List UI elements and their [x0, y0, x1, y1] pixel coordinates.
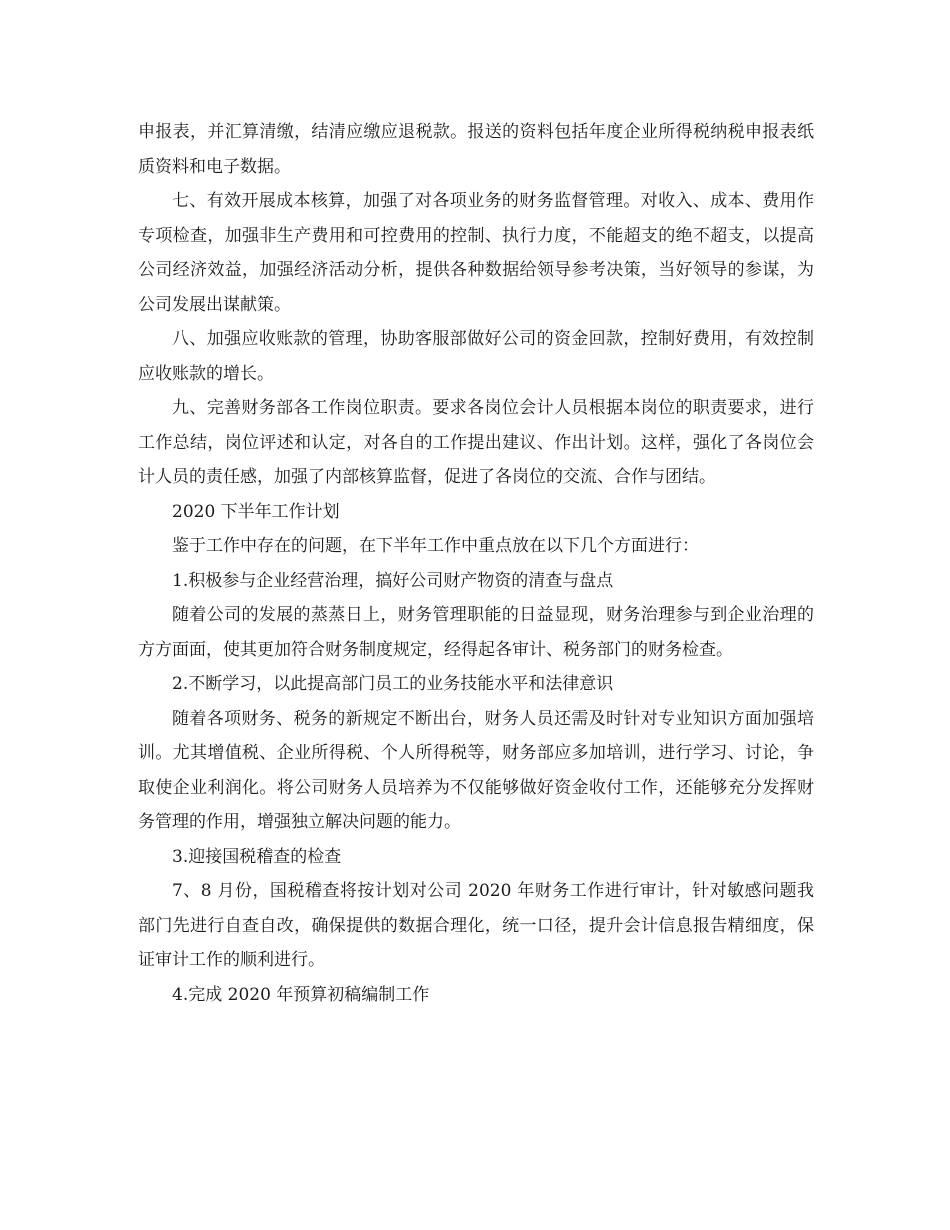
paragraph-cost-accounting: 七、有效开展成本核算，加强了对各项业务的财务监督管理。对收入、成本、费用作专项检查，加强非生产费用和可控费用的控制、执行力度，不能超支的绝不超支，以提高公司经济效益，加强经济活动分析，提供各种数据给领导参考决策，当好领导的参谋，为公司发展出谋献策。	[138, 191, 814, 315]
plan-item-1-body: 随着公司的发展的蒸蒸日上，财务管理职能的日益显现，财务治理参与到企业治理的方方面面，使其更加符合财务制度规定，经得起各审计、税务部门的财务检查。	[138, 605, 814, 660]
plan-item-3-body: 7、8 月份，国税稽查将按计划对公司 2020 年财务工作进行审计，针对敏感问题我部门先进行自查自改，确保提供的数据合理化，统一口径，提升会计信息报告精细度，保证审计工作的顺利进行。	[138, 881, 814, 970]
paragraph-receivables: 八、加强应收账款的管理，协助客服部做好公司的资金回款，控制好费用，有效控制应收账款的增长。	[138, 329, 814, 384]
paragraph-job-duties: 九、完善财务部各工作岗位职责。要求各岗位会计人员根据本岗位的职责要求，进行工作总结，岗位评述和认定，对各自的工作提出建议、作出计划。这样，强化了各岗位会计人员的责任感，加强了内部核算监督，促进了各岗位的交流、合作与团结。	[138, 398, 814, 487]
document-body	[138, 115, 814, 1012]
plan-item-4-heading: 4.完成 2020 年预算初稿编制工作	[172, 984, 430, 1005]
plan-item-2-body: 随着各项财务、税务的新规定不断出台，财务人员还需及时针对专业知识方面加强培训。尤其增值税、企业所得税、个人所得税等，财务部应多加培训，进行学习、讨论，争取使企业利润化。将公司财务人员培养为不仅能够做好资金收付工作，还能够充分发挥财务管理的作用，增强独立解决问题的能力。	[138, 708, 814, 832]
paragraph-tax-filing: 申报表，并汇算清缴，结清应缴应退税款。报送的资料包括年度企业所得税纳税申报表纸质资料和电子数据。	[138, 122, 814, 177]
paragraph-plan-intro: 鉴于工作中存在的问题，在下半年工作中重点放在以下几个方面进行：	[172, 536, 699, 556]
section-heading-plan: 2020 下半年工作计划	[172, 501, 340, 522]
plan-item-3-heading: 3.迎接国税稽查的检查	[172, 846, 342, 867]
plan-item-1-heading: 1.积极参与企业经营治理，搞好公司财产物资的清查与盘点	[172, 570, 614, 591]
plan-item-2-heading: 2.不断学习，以此提高部门员工的业务技能水平和法律意识	[172, 674, 614, 694]
